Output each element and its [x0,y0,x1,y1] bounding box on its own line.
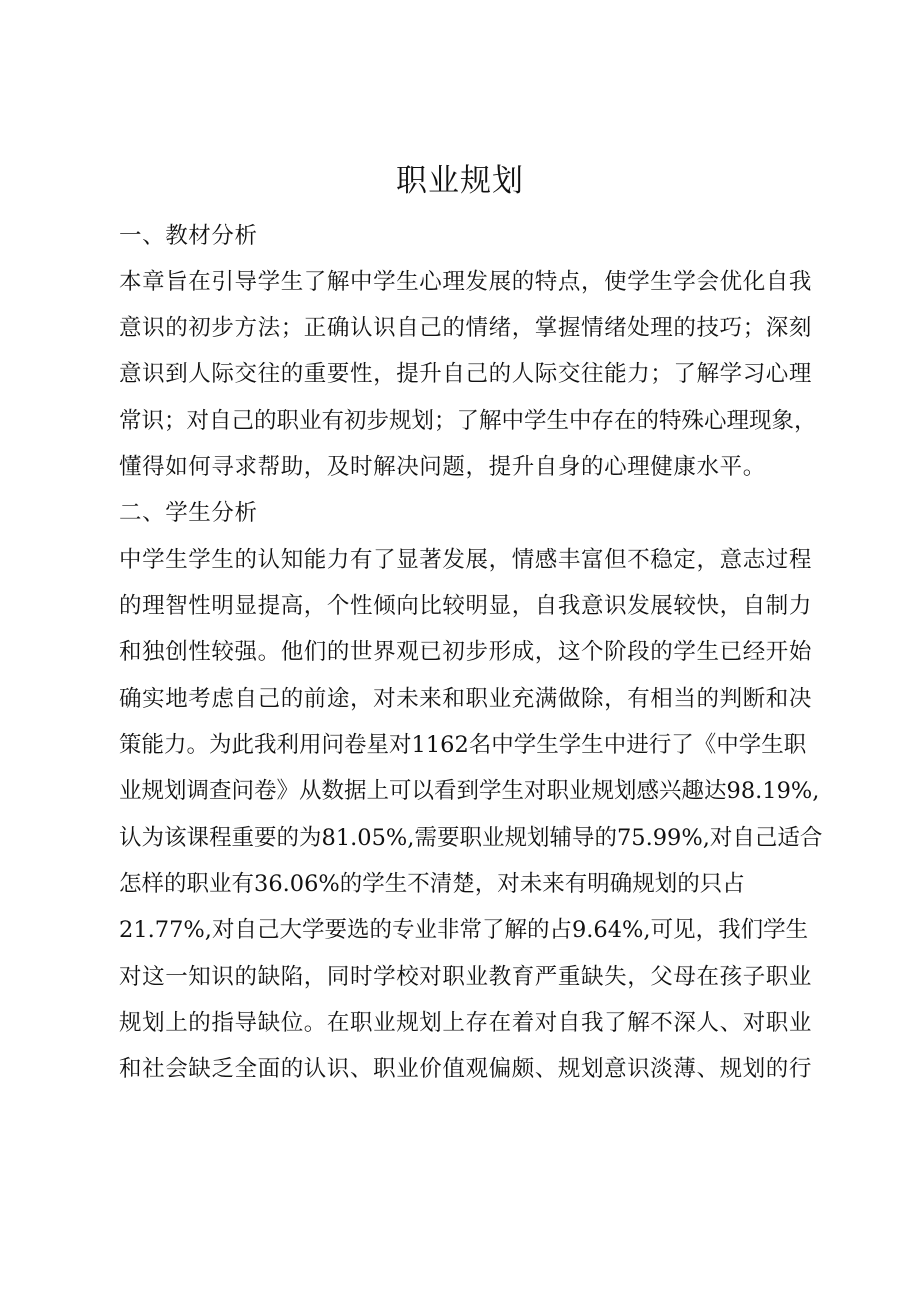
paragraph-line: 意识到人际交往的重要性，提升自己的人际交往能力；了解学习心理 [119,361,813,387]
paragraph-line: 认为该课程重要的为81.05%,需要职业规划辅导的75.99%,对自己适合 [119,825,823,851]
section-heading-textbook-analysis: 一、教材分析 [119,223,258,249]
page-title: 职业规划 [396,163,524,199]
paragraph-line: 对这一知识的缺陷，同时学校对职业教育严重缺失，父母在孩子职业 [119,964,813,990]
paragraph-line: 策能力。为此我利用问卷星对1162名中学生学生中进行了《中学生职 [119,732,807,758]
paragraph-line: 规划上的指导缺位。在职业规划上存在着对自我了解不深人、对职业 [119,1010,813,1036]
paragraph-line: 中学生学生的认知能力有了显著发展，情感丰富但不稳定，意志过程 [119,547,813,573]
paragraph-line: 本章旨在引导学生了解中学生心理发展的特点，使学生学会优化自我 [119,269,813,295]
paragraph-line: 意识的初步方法；正确认识自己的情绪，掌握情绪处理的技巧；深刻 [119,315,813,341]
paragraph-line: 业规划调查问卷》从数据上可以看到学生对职业规划感兴趣达98.19%, [119,778,820,804]
paragraph-line: 怎样的职业有36.06%的学生不清楚，对未来有明确规划的只占 [119,871,745,897]
paragraph-line: 常识；对自己的职业有初步规划；了解中学生中存在的特殊心理现象， [119,408,817,434]
paragraph-line: 和独创性较强。他们的世界观已初步形成，这个阶段的学生已经开始 [119,639,813,665]
paragraph-line: 和社会缺乏全面的认识、职业价值观偏颇、规划意识淡薄、规划的行 [119,1056,813,1082]
paragraph-line: 确实地考虑自己的前途，对未来和职业充满做除，有相当的判断和决 [119,686,813,712]
paragraph-line: 的理智性明显提高，个性倾向比较明显，自我意识发展较快，自制力 [119,593,813,619]
section-heading-student-analysis: 二、学生分析 [119,500,258,526]
paragraph-line: 懂得如何寻求帮助，及时解决问题，提升自身的心理健康水平。 [119,454,766,480]
paragraph-line: 21.77%,对自己大学要选的专业非常了解的占9.64%,可见，我们学生 [119,917,809,943]
